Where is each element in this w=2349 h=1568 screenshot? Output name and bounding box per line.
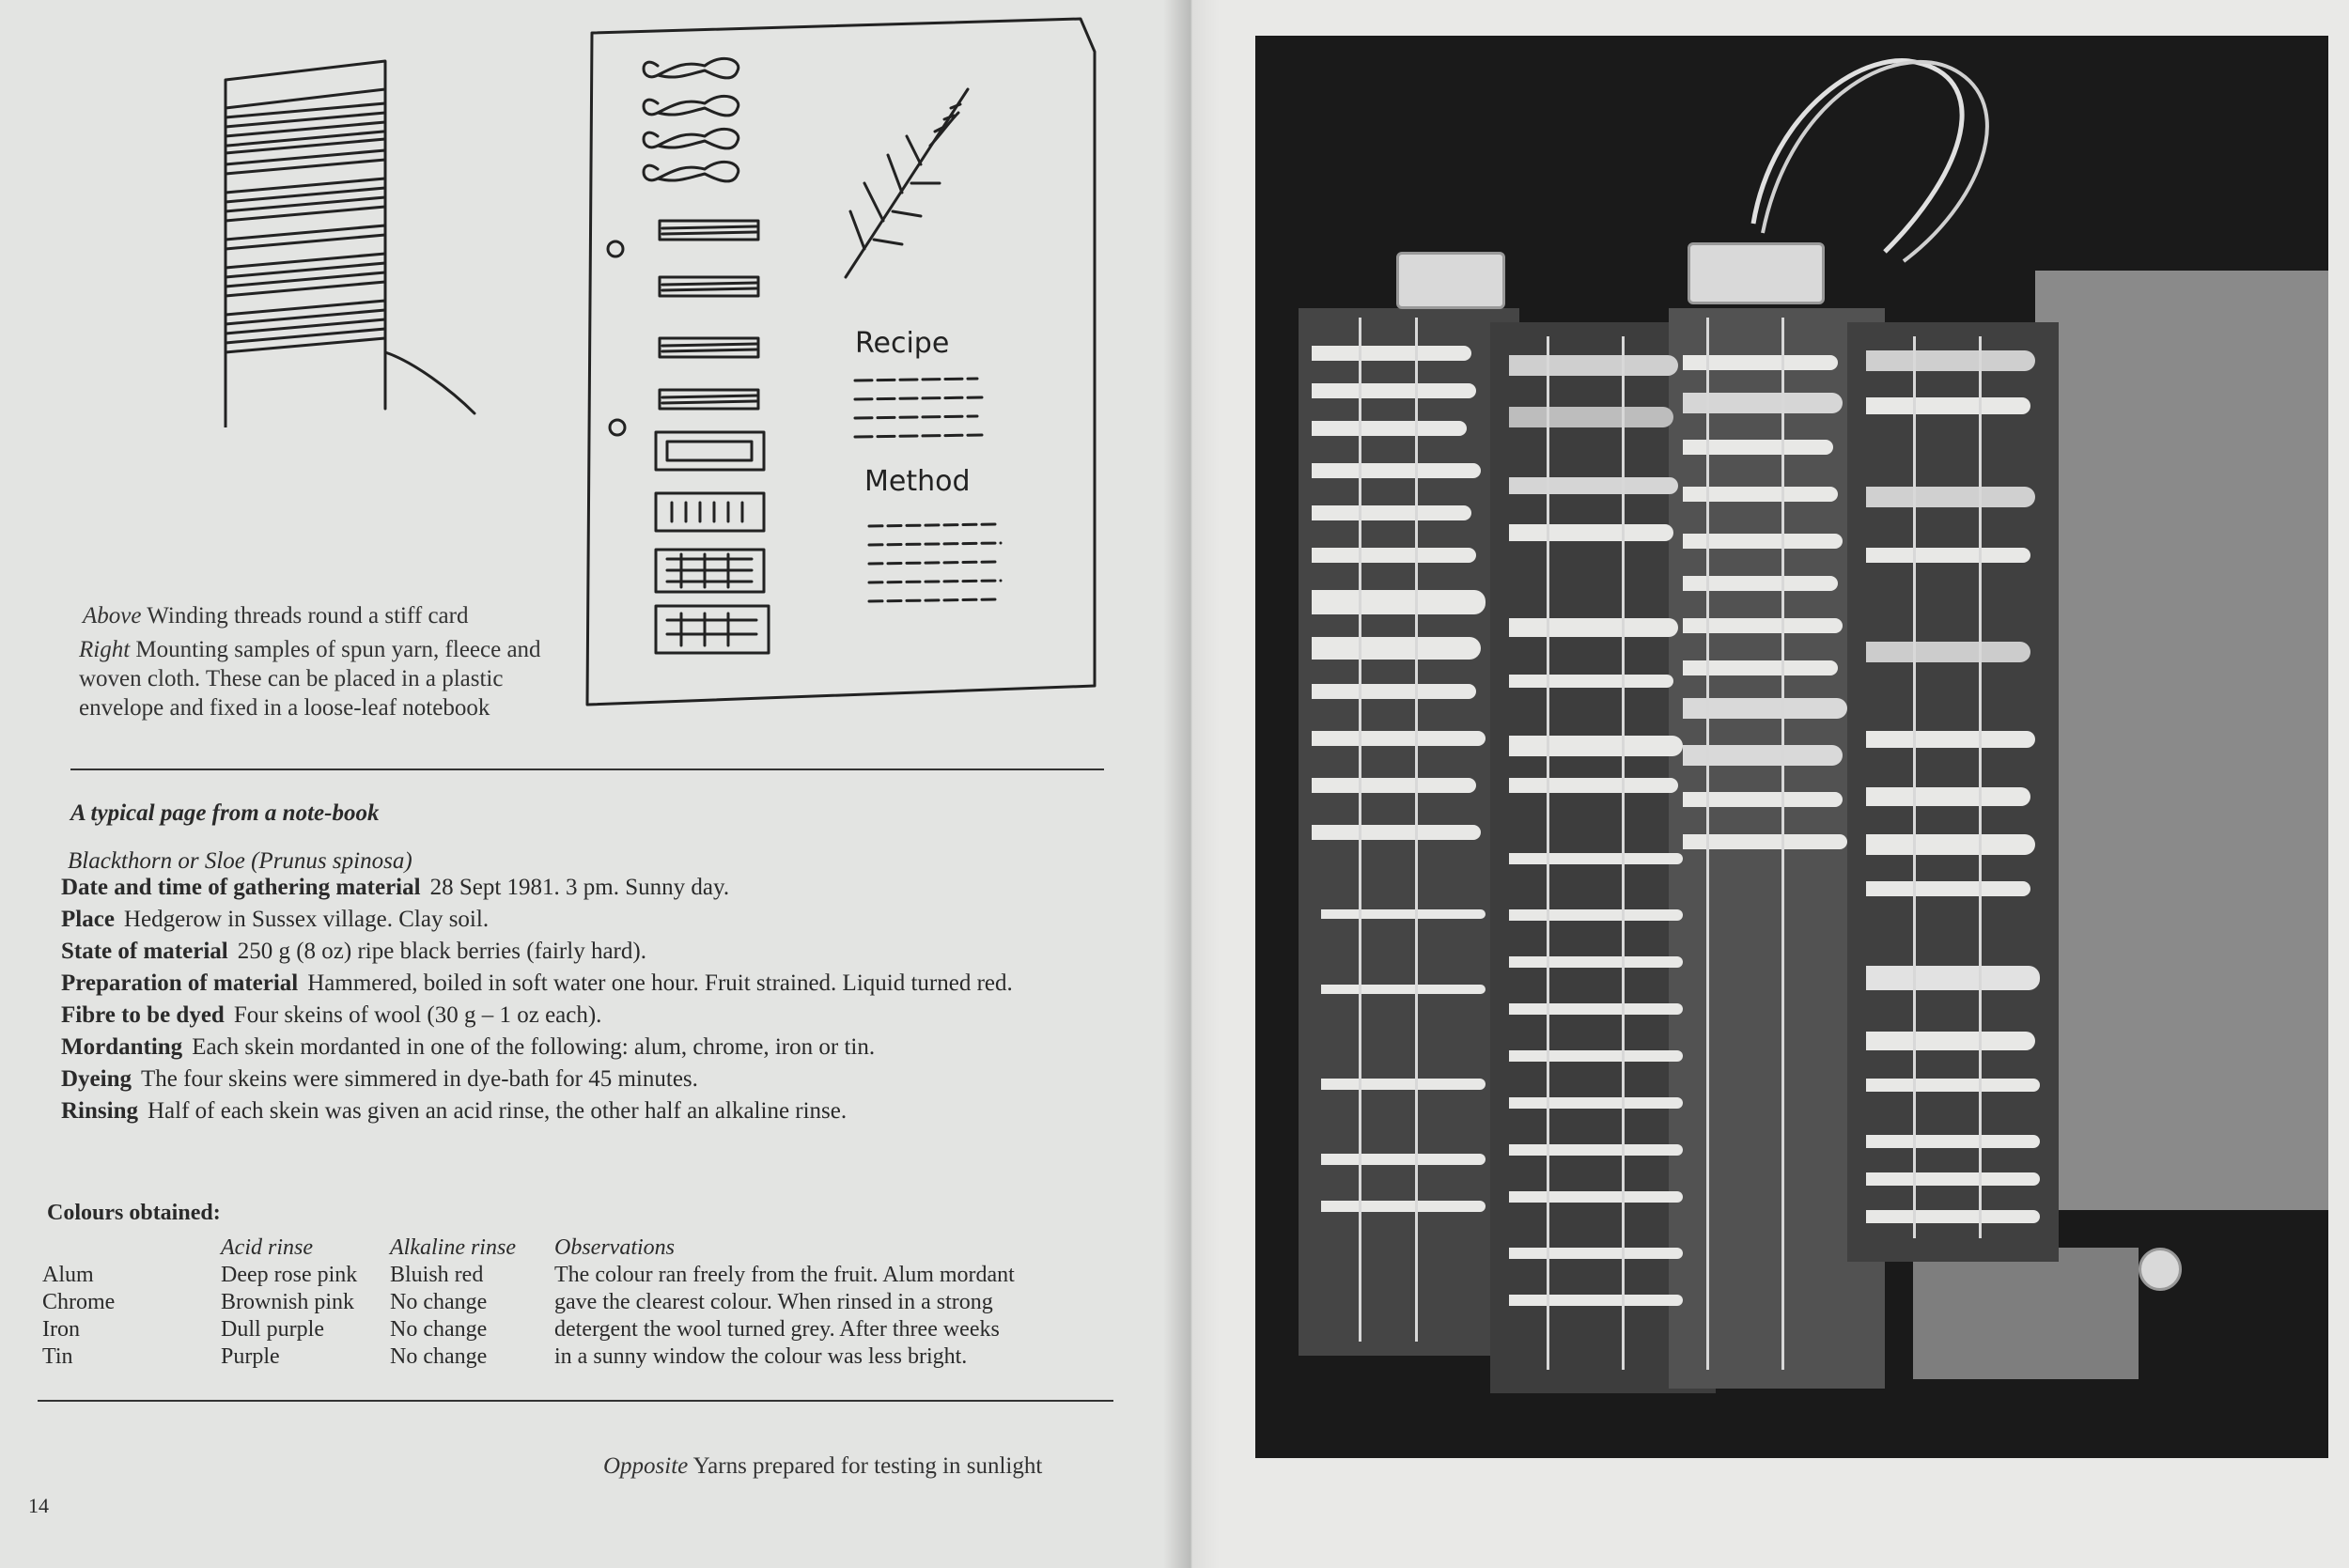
- yarn-sample: [1321, 985, 1486, 994]
- table-cell-observation: The colour ran freely from the fruit. Alum mordant: [554, 1263, 1015, 1287]
- yarn-sample: [1509, 1003, 1683, 1015]
- caption-above: [83, 601, 468, 630]
- table-cell-acid: Deep rose pink: [221, 1263, 358, 1287]
- table-header: Alkaline rinse: [390, 1235, 516, 1260]
- yarn-samples-photo: [1255, 36, 2328, 1458]
- table-cell-alkaline: No change: [390, 1317, 488, 1342]
- table-cell-alkaline: No change: [390, 1344, 488, 1369]
- table-cell-observation: detergent the wool turned grey. After three weeks: [554, 1317, 1000, 1342]
- yarn-sample: [1509, 956, 1683, 968]
- table-row: [42, 1290, 1015, 1317]
- yarn-bars: [660, 221, 758, 409]
- yarn-sample: [1312, 731, 1486, 746]
- field-label: Mordanting: [61, 1034, 183, 1060]
- yarn-sample: [1866, 834, 2035, 855]
- table-header: Observations: [554, 1235, 675, 1260]
- table-cell-mordant: Alum: [42, 1263, 94, 1287]
- table-cell-observation: gave the clearest colour. When rinsed in a strong: [554, 1290, 993, 1314]
- caption-above-label: Above: [83, 603, 142, 629]
- field-label: Preparation of material: [61, 970, 299, 996]
- yarn-sample: [1866, 731, 2035, 748]
- yarn-sample: [1312, 463, 1481, 478]
- yarn-sample: [1321, 909, 1486, 919]
- field-label: State of material: [61, 939, 228, 964]
- yarn-sample: [1683, 440, 1833, 455]
- caption-right-text-2: woven cloth. These can be placed in a plastic: [79, 666, 504, 691]
- field-value: Half of each skein was given an acid rinse, the other half an alkaline rinse.: [147, 1098, 848, 1124]
- bulldog-clip-bottom: [2139, 1248, 2182, 1291]
- method-label: Method: [864, 465, 971, 498]
- table-header: Acid rinse: [221, 1235, 313, 1260]
- caption-right-text-3: envelope and fixed in a loose-leaf notebook: [79, 695, 490, 721]
- sample-notebook-sketch: [583, 14, 1109, 709]
- field-state: [61, 938, 1013, 966]
- yarn-sample: [1312, 505, 1471, 520]
- field-label: Date and time of gathering material: [61, 875, 421, 900]
- fleece-bows: [644, 58, 739, 181]
- vertical-thread: [1359, 318, 1361, 1342]
- opposite-text: Yarns prepared for testing in sunlight: [692, 1453, 1043, 1479]
- yarn-sample: [1866, 1172, 2040, 1186]
- table-row: [42, 1344, 1015, 1372]
- field-mordanting: [61, 1033, 1013, 1062]
- yarn-sample: [1509, 355, 1678, 376]
- yarn-sample: [1866, 642, 2030, 662]
- plant-sprig-icon: [846, 89, 968, 277]
- table-header: [42, 1235, 221, 1263]
- opposite-label: Opposite: [603, 1453, 689, 1479]
- vertical-thread: [1781, 318, 1784, 1370]
- table-cell-mordant: Tin: [42, 1344, 73, 1369]
- field-place: [61, 906, 1013, 934]
- colours-heading: Colours obtained:: [47, 1201, 221, 1225]
- yarn-sample: [1866, 1079, 2040, 1092]
- vertical-thread: [1415, 318, 1418, 1342]
- yarn-sample: [1312, 383, 1476, 398]
- field-value: 250 g (8 oz) ripe black berries (fairly hard).: [237, 939, 646, 964]
- yarn-sample: [1509, 853, 1683, 864]
- yarn-sample: [1312, 548, 1476, 563]
- yarn-sample: [1312, 778, 1476, 793]
- field-label: Dyeing: [61, 1066, 132, 1092]
- field-value: Four skeins of wool (30 g – 1 oz each).: [233, 1002, 602, 1028]
- vertical-thread: [1622, 336, 1625, 1370]
- table-cell-acid: Dull purple: [221, 1317, 324, 1342]
- yarn-sample: [1509, 1191, 1683, 1203]
- field-rinsing: [61, 1097, 1013, 1126]
- table-cell-alkaline: Bluish red: [390, 1263, 484, 1287]
- book-gutter: [1163, 0, 1220, 1568]
- table-row: [42, 1317, 1015, 1344]
- field-value: The four skeins were simmered in dye-bath for 45 minutes.: [141, 1066, 698, 1092]
- notebook-fields: [61, 874, 1013, 1126]
- table-cell-observation: in a sunny window the colour was less bright.: [554, 1344, 968, 1369]
- ring-hole-icon: [610, 420, 625, 435]
- section-divider: [70, 768, 1104, 770]
- field-value: 28 Sept 1981. 3 pm. Sunny day.: [429, 875, 730, 900]
- page-number: 14: [28, 1494, 49, 1517]
- colours-table: [42, 1235, 1015, 1372]
- yarn-sample: [1321, 1154, 1486, 1165]
- caption-above-text: Winding threads round a stiff card: [147, 603, 469, 629]
- yarn-sample: [1509, 407, 1673, 427]
- yarn-sample: [1509, 675, 1673, 688]
- yarn-sample: [1866, 787, 2030, 806]
- yarn-sample: [1509, 1144, 1683, 1156]
- field-label: Place: [61, 907, 115, 932]
- field-value: Hedgerow in Sussex village. Clay soil.: [123, 907, 490, 932]
- yarn-sample: [1509, 618, 1678, 637]
- yarn-sample: [1509, 736, 1683, 756]
- field-dyeing: [61, 1065, 1013, 1094]
- yarn-sample: [1312, 346, 1471, 361]
- bulldog-clip-left: [1396, 252, 1505, 309]
- table-cell-mordant: Chrome: [42, 1290, 116, 1314]
- field-date: [61, 874, 1013, 902]
- field-label: Fibre to be dyed: [61, 1002, 225, 1028]
- caption-right-text-1: Mounting samples of spun yarn, fleece and: [135, 637, 541, 662]
- woven-cloth-samples: [656, 432, 769, 653]
- vertical-thread: [1979, 336, 1982, 1238]
- yarn-sample: [1312, 684, 1476, 699]
- yarn-sample: [1321, 1201, 1486, 1212]
- vertical-thread: [1547, 336, 1549, 1370]
- grey-card: [2035, 271, 2328, 1210]
- notebook-plant: Blackthorn or Sloe (Prunus spinosa): [68, 848, 412, 874]
- yarn-sample: [1866, 350, 2035, 371]
- notebook-title: A typical page from a note-book: [70, 800, 380, 826]
- yarn-sample: [1509, 477, 1678, 494]
- card-winding-sketch: [197, 52, 498, 427]
- yarn-sample: [1509, 1097, 1683, 1109]
- vertical-thread: [1706, 318, 1709, 1370]
- yarn-sample: [1312, 825, 1481, 840]
- field-preparation: [61, 970, 1013, 998]
- yarn-sample: [1509, 1248, 1683, 1259]
- table-cell-acid: Brownish pink: [221, 1290, 355, 1314]
- opposite-caption: [603, 1452, 1042, 1481]
- yarn-sample: [1866, 548, 2030, 563]
- yarn-sample: [1866, 1032, 2035, 1050]
- caption-right: [79, 635, 541, 722]
- field-value: Hammered, boiled in soft water one hour. Fruit strained. Liquid turned red.: [307, 970, 1013, 996]
- recipe-label: Recipe: [855, 327, 950, 360]
- caption-right-label: Right: [79, 637, 131, 662]
- field-fibre: [61, 1001, 1013, 1030]
- table-header-row: [42, 1235, 1015, 1263]
- yarn-sample: [1509, 778, 1678, 793]
- yarn-sample: [1509, 1050, 1683, 1062]
- yarn-sample: [1866, 966, 2040, 990]
- yarn-sample: [1509, 524, 1673, 541]
- yarn-sample: [1866, 881, 2030, 896]
- yarn-sample: [1321, 1079, 1486, 1090]
- grey-card-lower: [1913, 1248, 2139, 1379]
- yarn-sample: [1866, 1135, 2040, 1148]
- yarn-sample: [1312, 637, 1481, 660]
- yarn-sample: [1866, 397, 2030, 414]
- field-value: Each skein mordanted in one of the following: alum, chrome, iron or tin.: [192, 1034, 876, 1060]
- yarn-sample: [1312, 421, 1467, 436]
- field-label: Rinsing: [61, 1098, 138, 1124]
- yarn-sample: [1509, 1295, 1683, 1306]
- table-row: [42, 1263, 1015, 1290]
- yarn-sample: [1866, 487, 2035, 507]
- ring-hole-icon: [608, 241, 623, 256]
- table-cell-mordant: Iron: [42, 1317, 80, 1342]
- table-cell-acid: Purple: [221, 1344, 280, 1369]
- vertical-thread: [1913, 336, 1916, 1238]
- yarn-sample: [1866, 1210, 2040, 1223]
- yarn-sample: [1312, 590, 1486, 614]
- table-bottom-rule: [38, 1400, 1113, 1402]
- table-cell-alkaline: No change: [390, 1290, 488, 1314]
- hanging-string: [1697, 36, 2035, 280]
- yarn-sample: [1509, 909, 1683, 921]
